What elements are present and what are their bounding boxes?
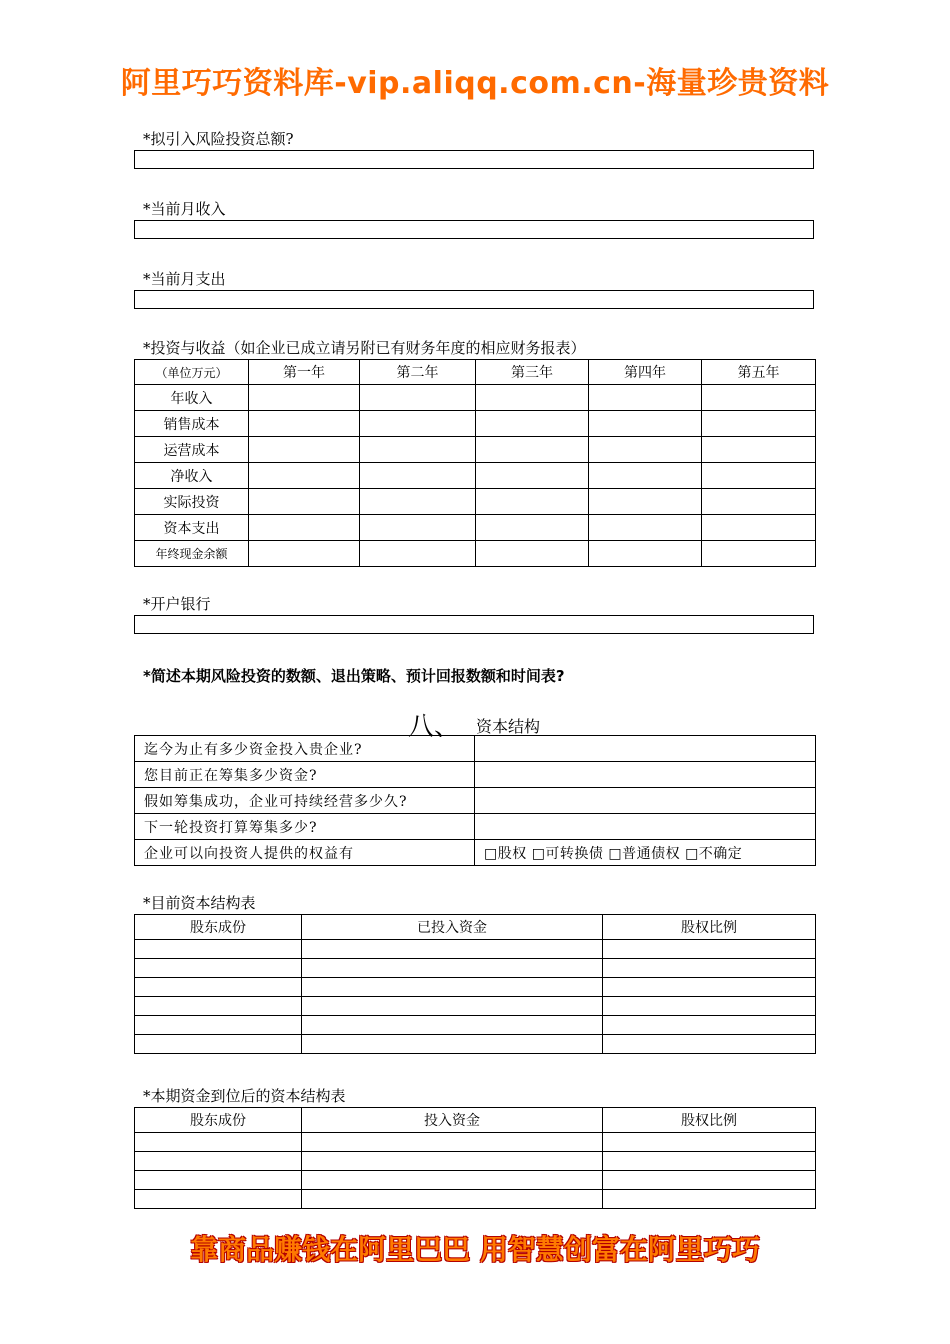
finance-row-label: 资本支出: [135, 515, 249, 541]
finance-cell[interactable]: [360, 437, 476, 463]
post-structure-title: *本期资金到位后的资本结构表: [143, 1087, 346, 1105]
finance-cell[interactable]: [249, 385, 360, 411]
finance-row-label: 年收入: [135, 385, 249, 411]
table-cell[interactable]: [302, 1152, 603, 1171]
finance-cell[interactable]: [476, 437, 589, 463]
finance-cell[interactable]: [360, 489, 476, 515]
finance-table: [134, 359, 816, 567]
finance-cell[interactable]: [360, 541, 476, 567]
finance-cell[interactable]: [360, 411, 476, 437]
monthly-income-label: *当前月收入: [143, 200, 226, 218]
post-structure-table: [134, 1107, 816, 1209]
capital-question: 迄今为止有多少资金投入贵企业?: [135, 736, 475, 762]
finance-header-year1: 第一年: [249, 360, 360, 385]
table-cell[interactable]: [603, 1016, 816, 1035]
finance-header-year5: 第五年: [702, 360, 816, 385]
table-cell[interactable]: [135, 1133, 302, 1152]
header-equity-ratio: 股权比例: [603, 1108, 816, 1133]
table-cell[interactable]: [135, 959, 302, 978]
table-cell[interactable]: [135, 997, 302, 1016]
capital-answer[interactable]: [475, 814, 816, 840]
table-cell[interactable]: [302, 1035, 603, 1054]
table-cell[interactable]: [603, 1133, 816, 1152]
header-shareholder: 股东成份: [135, 915, 302, 940]
table-cell[interactable]: [302, 1016, 603, 1035]
table-cell[interactable]: [135, 1035, 302, 1054]
table-cell[interactable]: [603, 997, 816, 1016]
header-banner: 阿里巧巧资料库-vip.aliqq.com.cn-海量珍贵资料: [120, 66, 830, 101]
table-cell[interactable]: [603, 1190, 816, 1209]
option-undetermined[interactable]: □不确定: [685, 845, 743, 862]
finance-cell[interactable]: [702, 437, 816, 463]
table-cell[interactable]: [135, 1016, 302, 1035]
option-ordinary-debt[interactable]: □普通债权: [608, 845, 681, 862]
header-invested-capital: 投入资金: [302, 1108, 603, 1133]
table-cell[interactable]: [302, 978, 603, 997]
finance-cell[interactable]: [249, 541, 360, 567]
section-title: 资本结构: [476, 717, 541, 736]
finance-row-label: 实际投资: [135, 489, 249, 515]
table-cell[interactable]: [302, 1133, 603, 1152]
finance-cell[interactable]: [249, 437, 360, 463]
finance-cell[interactable]: [702, 385, 816, 411]
finance-cell[interactable]: [476, 515, 589, 541]
footer-banner: 靠商品赚钱在阿里巴巴 用智慧创富在阿里巧巧: [190, 1233, 760, 1266]
bank-label: *开户银行: [143, 595, 211, 613]
finance-cell[interactable]: [249, 489, 360, 515]
finance-cell[interactable]: [360, 515, 476, 541]
finance-cell[interactable]: [589, 437, 702, 463]
summary-question: *简述本期风险投资的数额、退出策略、预计回报数额和时间表?: [143, 667, 565, 685]
capital-answer[interactable]: [475, 788, 816, 814]
table-cell[interactable]: [603, 1035, 816, 1054]
header-invested-capital: 已投入资金: [302, 915, 603, 940]
table-cell[interactable]: [603, 978, 816, 997]
total-vc-input[interactable]: [134, 150, 814, 169]
table-cell[interactable]: [135, 1152, 302, 1171]
current-structure-title: *目前资本结构表: [143, 894, 256, 912]
finance-row-label: 净收入: [135, 463, 249, 489]
finance-cell[interactable]: [702, 489, 816, 515]
finance-row-label: 销售成本: [135, 411, 249, 437]
bank-input[interactable]: [134, 615, 814, 634]
finance-cell[interactable]: [589, 411, 702, 437]
finance-cell[interactable]: [360, 385, 476, 411]
finance-row-label: 运营成本: [135, 437, 249, 463]
finance-header-year3: 第三年: [476, 360, 589, 385]
capital-answer[interactable]: [475, 762, 816, 788]
option-equity[interactable]: □股权: [484, 845, 527, 862]
capital-question: 您目前正在筹集多少资金?: [135, 762, 475, 788]
table-cell[interactable]: [135, 940, 302, 959]
finance-cell[interactable]: [249, 463, 360, 489]
finance-cell[interactable]: [589, 463, 702, 489]
monthly-income-input[interactable]: [134, 220, 814, 239]
finance-cell[interactable]: [589, 489, 702, 515]
equity-options: [475, 840, 816, 866]
table-cell[interactable]: [603, 1171, 816, 1190]
table-cell[interactable]: [302, 940, 603, 959]
finance-cell[interactable]: [249, 411, 360, 437]
finance-cell[interactable]: [476, 385, 589, 411]
header-equity-ratio: 股权比例: [603, 915, 816, 940]
table-cell[interactable]: [603, 940, 816, 959]
current-structure-table: [134, 914, 816, 1054]
capital-answer[interactable]: [475, 736, 816, 762]
table-cell[interactable]: [135, 1171, 302, 1190]
capital-question: 下一轮投资打算筹集多少?: [135, 814, 475, 840]
capital-question: 假如筹集成功，企业可持续经营多少久?: [135, 788, 475, 814]
monthly-expense-input[interactable]: [134, 290, 814, 309]
finance-row-label: 年终现金余额: [135, 541, 249, 567]
monthly-expense-label: *当前月支出: [143, 270, 226, 288]
finance-cell[interactable]: [702, 411, 816, 437]
finance-cell[interactable]: [360, 463, 476, 489]
finance-cell[interactable]: [476, 541, 589, 567]
table-cell[interactable]: [302, 997, 603, 1016]
table-cell[interactable]: [603, 1152, 816, 1171]
finance-header-unit: （单位万元）: [135, 360, 249, 385]
finance-cell[interactable]: [249, 515, 360, 541]
finance-cell[interactable]: [476, 463, 589, 489]
finance-cell[interactable]: [589, 385, 702, 411]
table-cell[interactable]: [302, 959, 603, 978]
finance-cell[interactable]: [476, 489, 589, 515]
capital-question: 企业可以向投资人提供的权益有: [135, 840, 475, 866]
finance-header-year2: 第二年: [360, 360, 476, 385]
finance-cell[interactable]: [702, 515, 816, 541]
table-cell[interactable]: [603, 959, 816, 978]
table-cell[interactable]: [135, 1190, 302, 1209]
finance-header-year4: 第四年: [589, 360, 702, 385]
option-convertible-debt[interactable]: □可转换债: [531, 845, 604, 862]
table-cell[interactable]: [302, 1171, 603, 1190]
finance-cell[interactable]: [702, 541, 816, 567]
investment-returns-label: *投资与收益（如企业已成立请另附已有财务年度的相应财务报表）: [143, 339, 586, 357]
capital-questions-table: [134, 735, 816, 866]
table-cell[interactable]: [135, 978, 302, 997]
table-cell[interactable]: [302, 1190, 603, 1209]
header-shareholder: 股东成份: [135, 1108, 302, 1133]
finance-cell[interactable]: [589, 541, 702, 567]
finance-cell[interactable]: [589, 515, 702, 541]
section-number: 八、: [408, 712, 461, 742]
finance-cell[interactable]: [476, 411, 589, 437]
total-vc-label: *拟引入风险投资总额?: [143, 130, 294, 148]
finance-cell[interactable]: [702, 463, 816, 489]
